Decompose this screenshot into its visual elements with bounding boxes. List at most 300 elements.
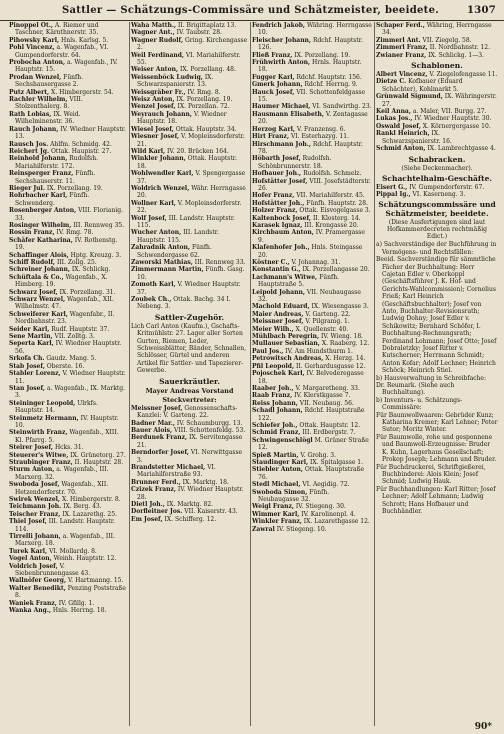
- entry-details: V. Garteng. 22.: [305, 310, 351, 318]
- entry-name: Hausmann Elisabeth,: [252, 110, 324, 118]
- entry-details: III. Krongasse 20.: [304, 221, 359, 229]
- directory-entry: [9, 452, 127, 459]
- entry-details: IX. Schwarzspanierstr. 13.: [137, 73, 214, 89]
- directory-entry: [131, 66, 248, 73]
- directory-entry: [252, 141, 372, 156]
- entry-name: Stan Josef,: [9, 384, 46, 392]
- entry-details: Hnls. Herrng. 18.: [52, 607, 107, 615]
- entry-name: Spieß Martin,: [252, 451, 299, 459]
- entry-name: Maier Andreas,: [252, 310, 304, 318]
- entry-details: Rdchf. Herrng. 9.: [304, 81, 358, 89]
- section-heading: Schabracken.: [408, 154, 466, 164]
- entry-name: Fließ Franz,: [252, 51, 293, 59]
- entry-name: Seperta Karl,: [9, 340, 54, 348]
- entry-name: Zomoth Karl,: [131, 281, 176, 289]
- directory-entry: [252, 207, 372, 214]
- directory-entry: [9, 222, 127, 229]
- entry-details: IV. Schaumburgg. 13.: [176, 419, 243, 427]
- directory-entry: [252, 489, 372, 504]
- directory-entry: [9, 207, 127, 222]
- entry-details: III. Rennweg 35.: [73, 221, 124, 229]
- directory-entry: [252, 518, 372, 525]
- entry-details: VII. Neubaug. 56.: [299, 399, 354, 407]
- entry-name: Rosinger Wilhelm,: [9, 221, 72, 229]
- entry-details: a. Wagenfab., III. Marxerg. 18.: [15, 533, 115, 548]
- entry-details: V. Siebenbrunnengasse 43.: [15, 562, 91, 578]
- directory-entry: [9, 89, 127, 96]
- entry-name: Wiesner Josef,: [131, 133, 180, 141]
- directory-entry: [252, 89, 372, 104]
- directory-entry: [131, 111, 248, 126]
- entry-details: IX. Porzellang. 19.: [176, 96, 233, 104]
- directory-entry: [252, 511, 372, 518]
- entry-name: Rachler Wilhelm,: [9, 96, 68, 104]
- directory-entry: [131, 501, 248, 508]
- entry-details: Gaudz. Mang. 5.: [46, 355, 97, 363]
- entry-details: II. Gerhardusgasse 12.: [295, 362, 366, 370]
- directory-entry: [9, 126, 127, 141]
- entry-details: IV. Gumpendorferstr. 67.: [409, 183, 485, 191]
- entry-details: Wagenfab., X. Himberg. 19.: [15, 273, 108, 289]
- entry-name: Schmid Franz,: [252, 429, 301, 437]
- entry-name: Schreiner Johann,: [9, 266, 70, 274]
- entry-details: II. Nordbahnstr. 12.: [429, 44, 491, 52]
- entry-name: Oswald Josef,: [376, 122, 421, 130]
- directory-entry: [9, 155, 127, 170]
- entry-details: IV. Belvederegasse 18.: [258, 370, 364, 385]
- entry-name: Reiss Johann,: [252, 399, 298, 407]
- entry-details: Wagenfabr., II. Nordbahnstr. 23.: [15, 310, 115, 326]
- directory-entry: [131, 464, 248, 479]
- entry-details: a. Wagenfab., III. Marxerg. 32.: [15, 466, 109, 481]
- directory-entry: [9, 296, 127, 311]
- directory-entry: [9, 533, 127, 548]
- directory-entry: [9, 170, 127, 185]
- entry-name: Zwianer Franz,: [376, 51, 427, 59]
- entry-name: Wild Karl,: [131, 147, 166, 155]
- entry-details: VI. Aegidig. 72.: [302, 481, 350, 489]
- entry-name: Swirek Wenzel,: [9, 496, 61, 503]
- directory-entry: [252, 178, 372, 193]
- entry-details: IX. Porzellang. 19.: [294, 51, 351, 59]
- directory-entry: [9, 385, 127, 400]
- entry-name: Czizek Franz,: [131, 486, 176, 494]
- directory-entry: [252, 348, 372, 355]
- entry-details: VI. Esterhazyg. 11.: [290, 133, 349, 141]
- directory-entry: [9, 607, 127, 614]
- directory-entry: [9, 585, 127, 600]
- entry-details: X. Quellenstr. 40.: [295, 325, 349, 333]
- entry-details: V. Zentagasse 20.: [258, 110, 368, 126]
- entry-details: Ulrkfs. Hauptstr. 14.: [15, 399, 98, 415]
- entry-name: Meissner Josef,: [252, 318, 304, 326]
- entry-details: VII. Kaiserstr. 43.: [184, 508, 238, 516]
- directory-entry: [252, 37, 372, 52]
- entry-name: Schadl Johann,: [252, 407, 303, 415]
- directory-entry: [376, 145, 498, 152]
- entry-details: Ottak. Haupistr. 27.: [50, 147, 112, 155]
- entry-details: Fünfh. Sechshausergasse 2.: [15, 73, 84, 89]
- entry-name: Teischer Franz,: [9, 510, 61, 518]
- directory-entry: [131, 103, 248, 110]
- directory-entry: [9, 192, 127, 207]
- paragraph: Für Baumwollwaaren: Gebrüder Kunz; Katharina Kremer; Karl Lehner; Peter Sutor; Moritz Winter.: [376, 411, 498, 434]
- directory-entry: [9, 74, 127, 89]
- entry-details: a. Wagenfab., IX. Marktg. 3.: [15, 384, 126, 400]
- directory-entry: [131, 155, 248, 170]
- entry-name: Dietl Joh.,: [131, 500, 165, 508]
- section-heading: Schachtelhalm-Geschäfte.: [382, 173, 492, 183]
- entry-name: Fleischer Johann,: [252, 36, 312, 44]
- directory-entry: [131, 185, 248, 200]
- entry-name: Pihowsky Karl,: [9, 36, 60, 44]
- directory-entry: [376, 184, 498, 191]
- entry-details: A. Riemer und Taschner, Kärnthnerstr. 35.: [15, 22, 99, 37]
- directory-entry: [252, 266, 372, 273]
- entry-name: Wagner Rudolf,: [131, 36, 184, 44]
- entry-details: II. Brigittaplatz 13.: [177, 22, 237, 29]
- directory-entry: [131, 200, 248, 215]
- entry-name: Sturm Anton,: [9, 466, 55, 474]
- entry-name: Köstner C.,: [252, 259, 290, 266]
- directory-entry: [131, 281, 248, 296]
- entry-details: IV. Karolinenpl. 4.: [301, 510, 356, 518]
- directory-entry: [252, 244, 372, 259]
- directory-entry: [376, 78, 498, 93]
- directory-entry: [252, 429, 372, 436]
- entry-details: III. Landstr. Hauptstr. 115.: [137, 229, 219, 244]
- entry-name: Zimmermann Martin,: [131, 266, 204, 274]
- entry-name: Stedl Michael,: [252, 481, 301, 489]
- entry-name: Pinoppel Ot.,: [9, 22, 53, 29]
- entry-name: Fugger Karl,: [252, 73, 295, 81]
- entry-name: Wallnöfer Georg,: [9, 577, 67, 585]
- entry-name: Brandstetter Michael,: [131, 463, 206, 471]
- directory-entry: [252, 392, 372, 399]
- directory-entry: [9, 148, 127, 155]
- entry-details: Rudolfsh. Schmelz.: [303, 170, 362, 178]
- directory-entry: [131, 89, 248, 96]
- directory-entry: [131, 37, 248, 52]
- entry-details: Währ. Herrngasse 20.: [137, 184, 246, 200]
- entry-details: Wagenfab., XII. Hetzendorferstr. 70.: [15, 481, 109, 496]
- entry-name: Eisert G.,: [376, 183, 408, 191]
- entry-details: V. Ziegelofengasse 11.: [429, 71, 498, 79]
- directory-entry: [9, 577, 127, 584]
- entry-details: VII. Zolltg. 3.: [54, 333, 95, 341]
- entry-details: V. Hartmanng. 15.: [68, 577, 124, 585]
- entry-details: a. Maler, VII. Burgg. 27.: [412, 108, 487, 116]
- directory-entry: [252, 103, 372, 110]
- directory-entry: [131, 420, 248, 427]
- entry-details: Hnls. Karlsg. 5.: [60, 36, 109, 44]
- entry-details: IV. Klerstkgasse 7.: [294, 392, 351, 400]
- entry-name: Vogel Anton,: [9, 555, 52, 563]
- entry-details: X. Herzg. 14.: [325, 355, 366, 363]
- directory-entry: [9, 600, 127, 607]
- entry-name: Pippal Ig.,: [376, 190, 411, 198]
- entry-details: IX. Wiesengasse 3.: [311, 303, 369, 311]
- column-divider: [129, 22, 130, 726]
- entry-name: Holzer Franz,: [252, 207, 298, 215]
- entry-name: Weil Ferdinand,: [131, 51, 184, 59]
- entry-name: Schmid Anton,: [376, 145, 426, 153]
- entry-details: VII. Mariahilferstr. 45.: [296, 192, 365, 200]
- entry-name: Kirchbaum Anton,: [252, 229, 314, 237]
- entry-name: Fendrich Jakob,: [252, 22, 306, 29]
- entry-details: V. Pilgramg. 1.: [305, 318, 350, 326]
- directory-entry: [252, 59, 372, 74]
- paragraph: Für Buchdruckerei, Schriftgießerei, Buchbinderei: Alois Klein; Josef Schmid; Ludwig Hauk.: [376, 463, 486, 486]
- section-note: (Diese Ausfertigungen sind laut Hofkammerdecreten rechtmäßig Edict.): [386, 219, 488, 241]
- entry-details: III. Landstr. Hauptstr. 114.: [15, 518, 116, 533]
- entry-name: Hauck Josef,: [252, 88, 295, 96]
- entry-details: Genossenschafts-Kanzlei: V. Garteng. 22.: [137, 404, 238, 420]
- directory-entry: [9, 311, 127, 326]
- entry-details: IV. Wieng. 18.: [321, 333, 364, 341]
- entry-name: Wucher Anton,: [131, 229, 182, 237]
- directory-entry: [376, 191, 498, 198]
- entry-name: Stabler Lorenz,: [9, 370, 61, 378]
- directory-entry: [131, 52, 248, 67]
- entry-details: VI. Mariahilferstraße 93.: [137, 463, 216, 479]
- directory-entry: [131, 486, 248, 501]
- entry-details: Weinh. Hauptstr. 12.: [53, 555, 117, 563]
- entry-details: Währing. Herrngasse 10.: [258, 22, 372, 37]
- entry-details: IX. Berg. 43.: [63, 503, 102, 511]
- entry-details: Rdchf. Hauptstr. 78.: [258, 140, 363, 155]
- entry-details: IX. Porzellan. 72.: [177, 103, 230, 111]
- directory-entry: [252, 52, 372, 59]
- entry-name: Rausch Jos.: [9, 140, 49, 148]
- column-1: [9, 22, 127, 726]
- directory-entry: [9, 229, 127, 236]
- entry-details: Hcks. 31.: [54, 444, 84, 452]
- entry-name: Schaffinger Alois,: [9, 251, 69, 259]
- entry-details: Wagenfab., XIII. Kl. Pfarrg. 5.: [15, 429, 119, 444]
- entry-name: Pojoschek Karl,: [252, 370, 305, 378]
- entry-details: IV. Rmg. 8.: [187, 88, 221, 96]
- entry-name: Tirrelli Johann,: [9, 533, 61, 541]
- entry-details: X. Körnergergasse 10.: [422, 122, 491, 130]
- entry-name: Hofstätter Joh.,: [252, 199, 305, 207]
- entry-name: Thiel Josef,: [9, 518, 47, 526]
- entry-name: Putz Albert,: [9, 88, 50, 96]
- directory-entry: [252, 215, 372, 222]
- entry-name: Hirschmann Joh.,: [252, 140, 311, 148]
- entry-name: Keil Anna,: [376, 108, 411, 116]
- entry-details: VII. Schottenfeldgasse 15.: [258, 88, 366, 104]
- directory-entry: [252, 400, 372, 407]
- directory-entry: [252, 259, 372, 266]
- entry-details: VIII. Florianig. 33.: [15, 207, 124, 222]
- entry-name: Pfil Leopold,: [252, 362, 295, 370]
- entry-details: Rudf. Hauptstr. 37.: [51, 325, 110, 333]
- entry-name: Steirer Josef,: [9, 444, 54, 452]
- entry-name: Wiesel Josef,: [131, 125, 174, 133]
- entry-details: IV. Pramergasse 9.: [258, 229, 365, 244]
- directory-entry: [252, 74, 372, 81]
- entry-details: IV. Rothenstg. 19.: [15, 236, 118, 252]
- directory-entry: [376, 71, 498, 78]
- directory-entry: [9, 44, 127, 59]
- directory-entry: [376, 44, 498, 51]
- entry-name: Turek Karl,: [9, 547, 48, 555]
- directory-entry: [252, 355, 372, 362]
- entry-name: Hofbauer Joh.,: [252, 170, 302, 178]
- entry-name: Berndorfer Josef,: [131, 449, 189, 457]
- entry-details: Rdchf. Hauptstr. 156.: [296, 73, 362, 81]
- entry-name: Straubinger Franz,: [9, 458, 73, 466]
- entry-name: Paul Jos.,: [252, 347, 284, 355]
- entry-name: Pohl Vincenz,: [9, 44, 55, 52]
- directory-entry: [9, 355, 127, 362]
- directory-entry: [9, 415, 127, 430]
- entry-details: Rdchf. Hauptstraße 122.: [258, 407, 365, 422]
- entry-details: a. Wagenfab., VI. Gumpendorferstr. 64.: [15, 44, 109, 59]
- entry-name: Reinsperger Franz,: [9, 170, 74, 178]
- entry-name: Wenzel Josef,: [131, 103, 176, 111]
- page-number: 1307: [466, 5, 496, 16]
- directory-entry: [252, 340, 372, 347]
- directory-entry: [252, 311, 372, 318]
- directory-entry: [131, 266, 248, 281]
- entry-name: Schweiferer Karl,: [9, 310, 68, 318]
- entry-details: V. Mopleinsdorferstr. 21.: [137, 133, 245, 148]
- entry-name: Konstantin G.,: [252, 266, 301, 274]
- entry-name: Lukas Jos.,: [376, 115, 413, 123]
- entry-details: Fünfh. Neubaugasse 32.: [258, 488, 330, 503]
- section-note: (Siehe Deckenmacher).: [401, 164, 473, 172]
- directory-entry: [131, 126, 248, 133]
- entry-name: Probocha Anton,: [9, 59, 66, 67]
- directory-entry: [131, 133, 248, 148]
- entry-name: Schüftala & Co.,: [9, 273, 64, 281]
- entry-details: III. Erdbergstr. 7.: [302, 429, 356, 437]
- directory-entry: [252, 333, 372, 340]
- entry-name: Dietze C.: [376, 78, 407, 86]
- directory-entry: [131, 516, 248, 523]
- directory-entry: [252, 459, 372, 466]
- entry-details: IV. Hauptstr. 10.: [15, 414, 119, 429]
- directory-entry: [131, 296, 248, 311]
- section-heading: Sauerkräutler.: [159, 376, 220, 386]
- entry-details: V. Johannag. 31.: [291, 259, 341, 266]
- entry-name: Zimmerl Franz,: [376, 44, 428, 52]
- directory-entry: [9, 370, 127, 385]
- entry-details: VI. Sandwirthg. 23.: [312, 103, 372, 111]
- directory-entry: [252, 111, 372, 126]
- entry-details: Ottak. Bachg. 34 I. Nebeng. 3.: [137, 296, 231, 311]
- entry-name: Woldrich Wenzel,: [131, 184, 190, 192]
- directory-entry: [376, 22, 498, 37]
- entry-name: Rauch Johann,: [9, 125, 59, 133]
- directory-entry: [252, 526, 372, 533]
- entry-name: Steuerer's Witwe,: [9, 451, 69, 459]
- directory-entry: [9, 289, 127, 296]
- directory-entry: [252, 155, 372, 170]
- column-divider: [250, 22, 251, 726]
- entry-name: Raaber Joh.,: [252, 384, 294, 392]
- entry-name: Winkler Johann,: [131, 155, 186, 163]
- entry-details: Rudolfsh. Schönbrunnerstr. 18.: [258, 155, 332, 170]
- entry-name: Wimmer Karl,: [252, 510, 300, 518]
- entry-name: Bauer Alois,: [131, 426, 173, 434]
- directory-entry: [9, 141, 127, 148]
- directory-entry: [252, 385, 372, 392]
- entry-name: Rossin Franz,: [9, 229, 55, 237]
- entry-name: Karasek Ignaz,: [252, 221, 303, 229]
- directory-entry: [9, 548, 127, 555]
- directory-entry: [376, 108, 498, 115]
- entry-name: Weiser Anton,: [131, 66, 179, 74]
- entry-name: Lachmann's Witwe,: [252, 273, 318, 281]
- directory-entry: [9, 185, 127, 192]
- directory-entry: [376, 37, 498, 44]
- directory-entry: [376, 123, 498, 130]
- entry-name: Zawral: [252, 525, 275, 533]
- directory-entry: [252, 289, 372, 304]
- entry-details: Ottak. Hauptstr. 12.: [299, 421, 361, 429]
- paragraph: Dr. Reumark. (Siehe auch Buchhaltung).: [376, 382, 455, 397]
- entry-name: Schwarz Josef,: [9, 288, 58, 296]
- directory-entry: [252, 466, 372, 481]
- directory-entry: [131, 479, 248, 486]
- entry-details: IV. Gfillg. 1.: [58, 599, 95, 607]
- directory-entry: [252, 452, 372, 459]
- directory-entry: [252, 133, 372, 140]
- entry-details: II. Hauptstr. 28.: [74, 458, 124, 466]
- entry-name: Em Josef,: [131, 515, 163, 523]
- entry-details: IX. Grünetorg. 27.: [70, 451, 126, 459]
- entry-details: V. Grohg. 3.: [300, 451, 337, 459]
- entry-name: Leipold Johann,: [252, 288, 305, 296]
- directory-entry: [376, 115, 498, 122]
- paragraph: Für Baumwolle, rohe und gesponnene und Baumwoll-Erzeugnisse: Bruder K. Kuhn, Lagerhaus Gesellschaft; Prokop Joseph; Lehmann und Bruder.: [376, 433, 497, 464]
- directory-entry: [9, 496, 127, 503]
- entry-name: Raab Franz,: [252, 392, 293, 400]
- entry-name: Waha Matth.,: [131, 22, 177, 29]
- directory-entry: [252, 126, 372, 133]
- entry-name: Wohlwendler Karl,: [131, 170, 194, 178]
- entry-name: Frühwirth Anton,: [252, 59, 311, 67]
- entry-details: VIII. Josefstädterstr. 26.: [258, 177, 371, 192]
- entry-name: Stiebler Anton,: [252, 466, 303, 474]
- entry-name: Albert Vincenz,: [376, 71, 428, 79]
- entry-name: Mühlbach Peregrin,: [252, 333, 320, 341]
- entry-name: Brunner Ferd.,: [131, 478, 181, 486]
- entry-name: Walter Benedikt,: [9, 584, 66, 592]
- directory-entry: [131, 74, 248, 89]
- entry-details: VI. Nerwittgasse 3.: [137, 449, 243, 464]
- entry-name: Rohrbacher Karl,: [9, 192, 68, 200]
- paragraph: b) Inventurs- u. Schätzungs-Commissäre:: [376, 396, 463, 412]
- entry-details: Hrnls. Hauptstr. 18.: [258, 59, 362, 74]
- entry-name: Steinwirth Franz,: [9, 429, 68, 437]
- directory-entry: [131, 148, 248, 155]
- entry-details: III. Zollg. 25.: [56, 259, 97, 266]
- entry-name: Haumer Michael,: [252, 103, 311, 111]
- entry-details: IX. Marktg. 82.: [166, 500, 214, 508]
- entry-name: Teichmann Joh.: [9, 503, 62, 511]
- entry-name: Reinhold Johann,: [9, 155, 68, 163]
- entry-name: Weissgräber Fr.,: [131, 88, 186, 96]
- entry-name: Reichert Jg.: [9, 147, 50, 155]
- directory-entry: [131, 215, 248, 230]
- entry-name: Klafenhofer Joh.,: [252, 244, 310, 252]
- entry-details: X. Himbergerstr. 54.: [51, 88, 114, 96]
- directory-entry: [131, 434, 248, 449]
